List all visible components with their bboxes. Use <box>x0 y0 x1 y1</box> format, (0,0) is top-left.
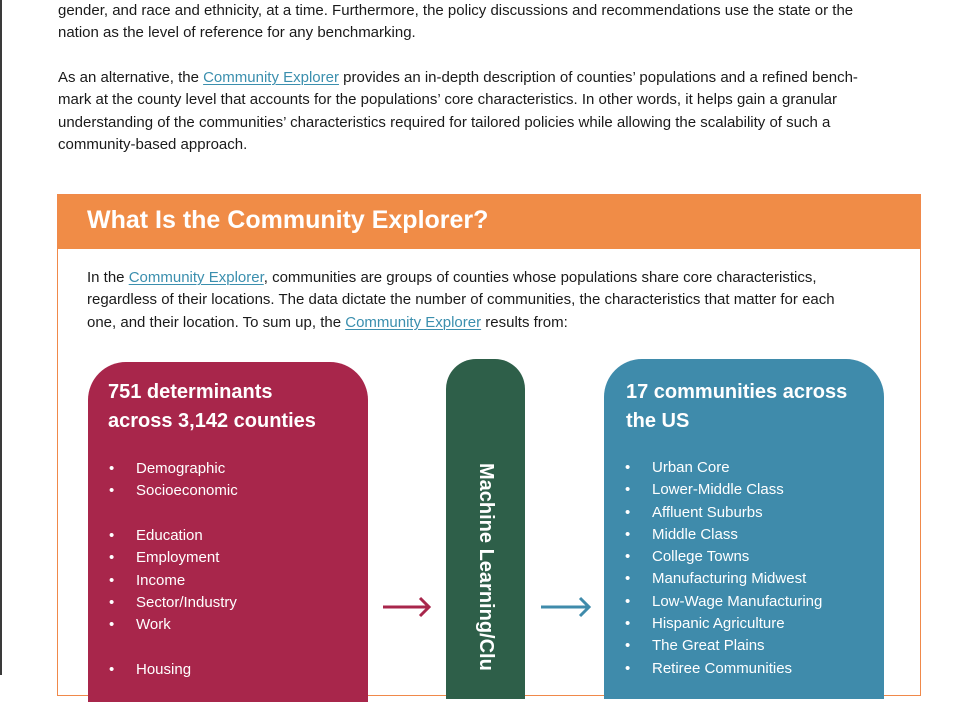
text-segment: In the <box>87 269 129 286</box>
text-line: understanding of the communities’ characteristics required for tailored policies while allowing the scalability of such a <box>58 113 831 131</box>
title-line: across 3,142 counties <box>108 410 316 432</box>
title-line: 17 communities across <box>626 381 848 403</box>
text-line: regardless of their locations. The data dictate the number of communities, the characteristics that matter for each <box>87 291 835 309</box>
text-line: gender, and race and ethnicity, at a time. Furthermore, the policy discussions and recommendations use the state or the <box>58 2 854 19</box>
determinants-card-title <box>108 378 316 436</box>
text-segment: , communities are groups of counties whose populations share core characteristics, <box>263 269 817 286</box>
box-title: What Is the Community Explorer? <box>87 206 489 234</box>
list-item: • Demographic <box>108 458 238 480</box>
list-item: • Education <box>108 525 237 547</box>
machine-learning-bar <box>446 359 525 699</box>
list-item: • Employment <box>108 547 237 569</box>
communities-card-title <box>626 378 847 436</box>
determinant-group-2 <box>108 525 237 636</box>
text-segment: one, and their location. To sum up, the <box>87 313 346 331</box>
text-line <box>58 67 918 89</box>
list-item: • Housing <box>108 659 191 681</box>
arrow-right-icon <box>382 596 432 618</box>
community-item: • Hispanic Agriculture <box>624 613 822 635</box>
communities-card <box>604 359 884 699</box>
alternative-paragraph <box>58 67 918 156</box>
list-item: • Sector/Industry <box>108 592 237 614</box>
community-list <box>624 457 822 680</box>
list-item: • Income <box>108 570 237 592</box>
box-header <box>58 195 920 249</box>
community-explorer-link[interactable]: Community Explorer <box>203 69 339 86</box>
title-line: 751 determinants <box>108 381 273 403</box>
text-line: nation as the level of reference for any benchmarking. <box>58 24 416 42</box>
machine-learning-label: Machine Learning/Clu <box>475 463 497 671</box>
text-line <box>87 312 897 334</box>
list-item: • Work <box>108 614 237 636</box>
community-item: • Lower-Middle Class <box>624 479 822 501</box>
title-line: the US <box>626 410 690 432</box>
community-explorer-link[interactable]: Community Explorer <box>128 269 264 286</box>
community-explorer-link[interactable]: Community Explorer <box>345 313 482 331</box>
community-item: • Retiree Communities <box>624 658 822 680</box>
determinants-card <box>88 362 368 702</box>
box-intro-paragraph <box>87 267 897 334</box>
text-segment: As an alternative, the <box>58 69 204 86</box>
intro-paragraph-end <box>58 0 918 45</box>
community-item: • Manufacturing Midwest <box>624 568 822 590</box>
community-item: • Low-Wage Manufacturing <box>624 591 822 613</box>
community-item: • College Towns <box>624 546 822 568</box>
text-line <box>87 267 897 289</box>
text-segment: provides an in-depth description of counties’ populations and a refined bench- <box>338 69 858 86</box>
determinant-group-3 <box>108 659 191 681</box>
community-item: • Middle Class <box>624 524 822 546</box>
community-item: • Affluent Suburbs <box>624 502 822 524</box>
text-line: mark at the county level that accounts for the populations’ core characteristics. In other words, it helps gain a granular <box>58 91 838 109</box>
text-segment: results from: <box>481 313 568 331</box>
list-item: • Socioeconomic <box>108 480 238 502</box>
left-border-rule <box>0 0 2 675</box>
text-line: community-based approach. <box>58 135 248 153</box>
community-item: • The Great Plains <box>624 635 822 657</box>
community-item: • Urban Core <box>624 457 822 479</box>
arrow-right-icon <box>540 596 592 618</box>
determinant-group-1 <box>108 458 238 503</box>
